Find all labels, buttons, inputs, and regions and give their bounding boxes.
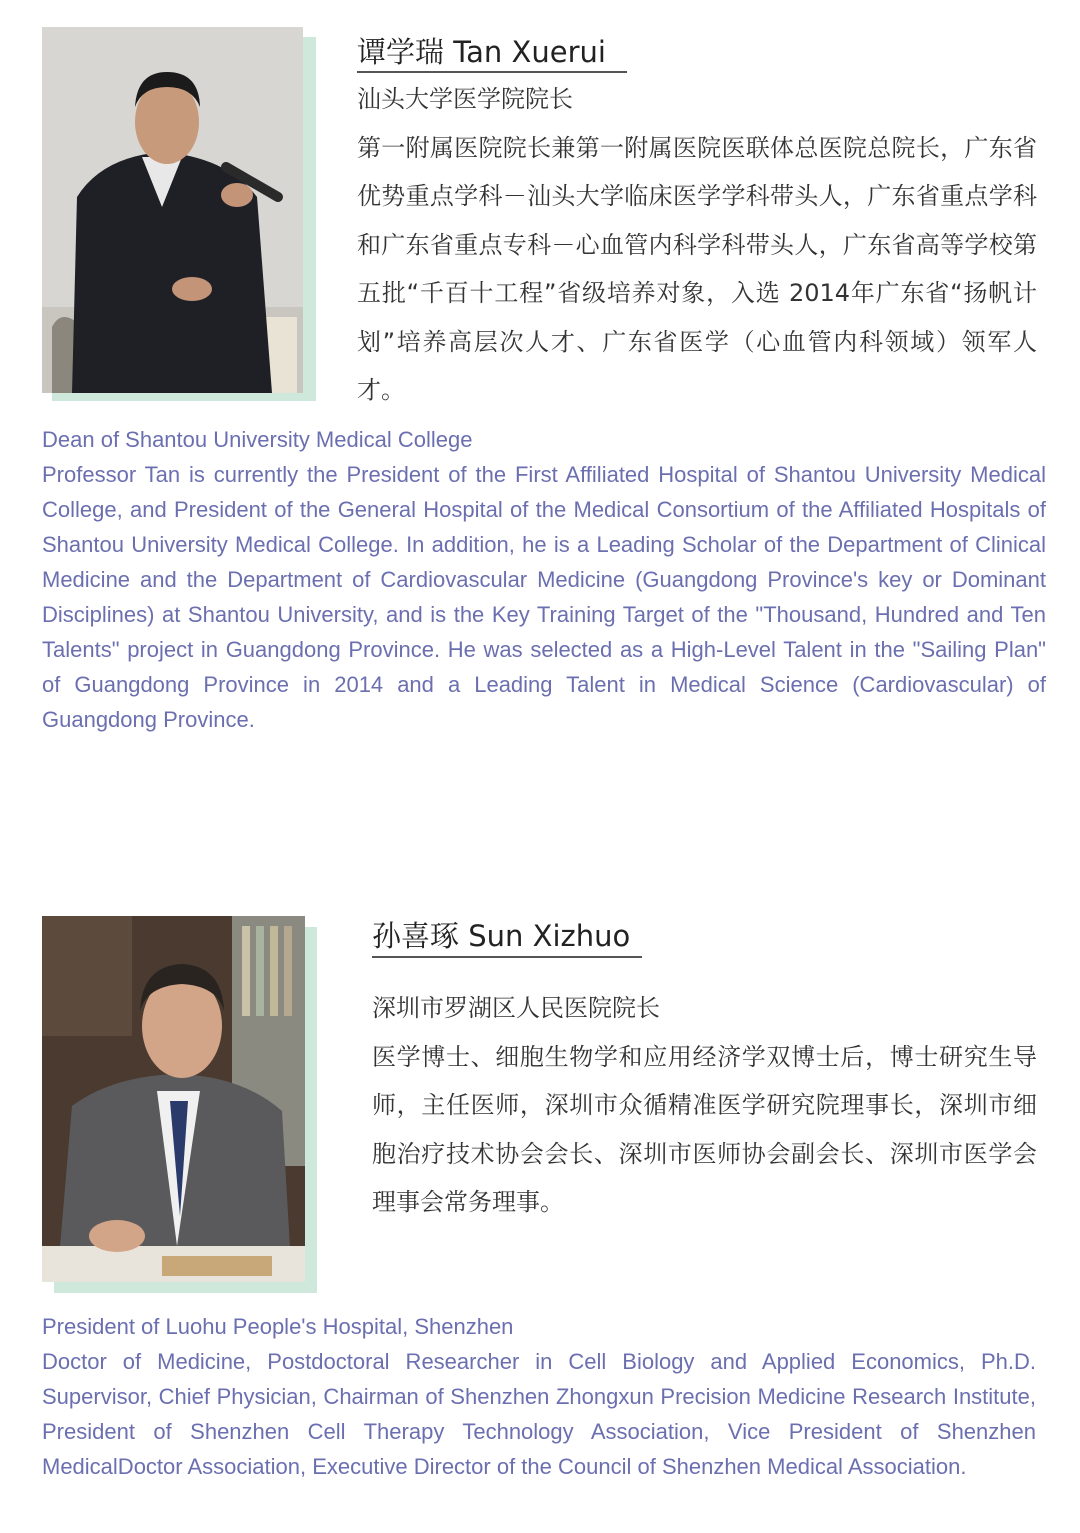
- name-underline: [372, 956, 642, 958]
- english-bio-block: [42, 1309, 1036, 1484]
- english-bio: Doctor of Medicine, Postdoctoral Researcher in Cell Biology and Applied Economics, Ph.D. Supervisor, Chief Physician, Chairman of Shenzhen Zhongxun Precision Medicine Research Institute, President of Shenzhen Cell Therapy Technology Association, Vice President of Shenzhen MedicalDoctor Association, Executive Director of the Council of Shenzhen Medical Association.: [42, 1349, 1036, 1479]
- chinese-bio: 第一附属医院院长兼第一附属医院医联体总医院总院长，广东省优势重点学科－汕头大学临床医学学科带头人，广东省重点学科和广东省重点专科－心血管内科学科带头人，广东省高等学校第五批“千百十工程”省级培养对象，入选 2014年广东省“扬帆计划”培养高层次人才、广东省医学（心血管内科领域）领军人才。: [357, 133, 1037, 404]
- chinese-title: 深圳市罗湖区人民医院院长: [372, 994, 660, 1022]
- profile-name: 孙喜琢 Sun Xizhuo: [372, 919, 631, 953]
- english-title: Dean of Shantou University Medical College: [42, 427, 473, 452]
- portrait-photo-tan-xuerui: [42, 27, 303, 393]
- english-bio-block: [42, 422, 1046, 737]
- portrait-photo-sun-xizhuo: [42, 916, 305, 1282]
- chinese-bio: 医学博士、细胞生物学和应用经济学双博士后，博士研究生导师，主任医师，深圳市众循精准医学研究院理事长，深圳市细胞治疗技术协会会长、深圳市医师协会副会长、深圳市医学会理事会常务理事。: [372, 1042, 1037, 1216]
- profile-name-block: [357, 30, 606, 77]
- chinese-bio-block: [357, 75, 1037, 415]
- english-bio: Professor Tan is currently the President of the First Affiliated Hospital of Shantou University Medical College, and President of the General Hospital of the Medical Consortium of the Affiliated Hospitals of Shantou University Medical College. In addition, he is a Leading Scholar of the Department of Clinical Medicine and the Department of Cardiovascular Medicine (Guangdong Province's key or Dominant Disciplines) at Shantou University, and is the Key Training Target of the "Thousand, Hundred and Ten Talents" project in Guangdong Province. He was selected as a High-Level Talent in the "Sailing Plan" of Guangdong Province in 2014 and a Leading Talent in Medical Science (Cardiovascular) of Guangdong Province.: [42, 462, 1046, 732]
- portrait-illustration: [42, 27, 303, 393]
- english-title: President of Luohu People's Hospital, Shenzhen: [42, 1314, 514, 1339]
- portrait-illustration: [42, 916, 305, 1282]
- chinese-bio-block: [372, 984, 1037, 1227]
- name-underline: [357, 71, 627, 73]
- chinese-title: 汕头大学医学院院长: [357, 85, 573, 113]
- profile-name-block: [372, 914, 630, 961]
- profile-name: 谭学瑞 Tan Xuerui: [357, 35, 606, 69]
